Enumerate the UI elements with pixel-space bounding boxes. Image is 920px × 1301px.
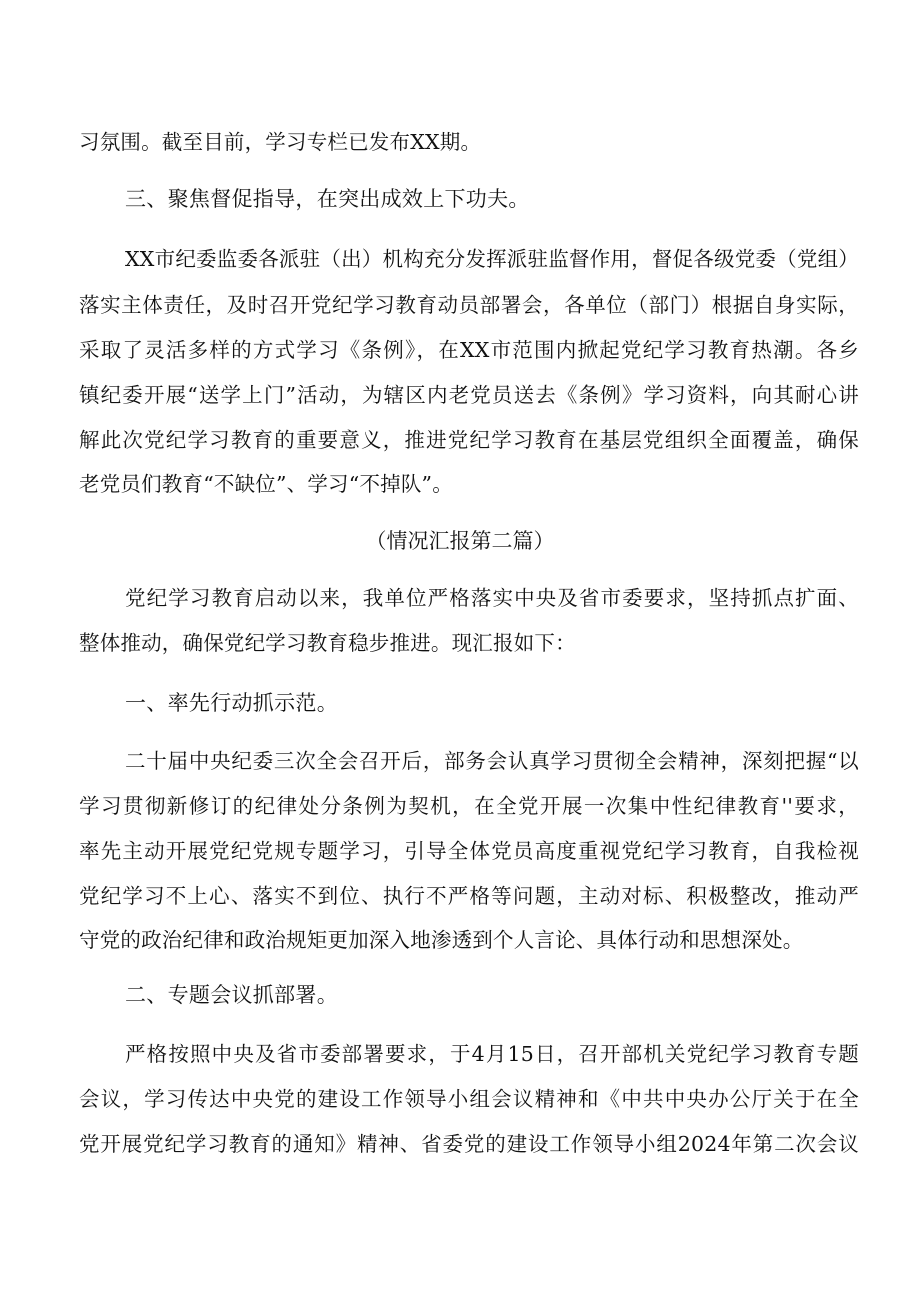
paragraph-line: 二十届中央纪委三次全会召开后，部务会认真学习贯彻全会精神，深刻把握“以 [125, 749, 859, 773]
paragraph-line: XX市纪委监委各派驻（出）机构充分发挥派驻监督作用，督促各级党委（党组） [125, 247, 859, 271]
paragraph-line: 老党员们教育“不缺位”、学习“不掉队”。 [79, 472, 453, 496]
paragraph-line: 落实主体责任，及时召开党纪学习教育动员部署会，各单位（部门）根据自身实际， [79, 293, 859, 317]
paragraph-line: 党纪学习教育启动以来，我单位严格落实中央及省市委要求，坚持抓点扩面、 [125, 586, 859, 610]
intro-line: 习氛围。截至目前，学习专栏已发布XX期。 [79, 130, 482, 154]
part1-heading: 一、率先行动抓示范。 [125, 691, 338, 715]
paragraph-line: 严格按照中央及省市委部署要求，于4月15日，召开部机关党纪学习教育专题 [125, 1042, 859, 1066]
section3-heading: 三、聚焦督促指导，在突出成效上下功夫。 [125, 187, 530, 211]
paragraph-line: 采取了灵活多样的方式学习《条例》，在XX市范围内掀起党纪学习教育热潮。各乡 [79, 338, 859, 362]
paragraph-line: 整体推动，确保党纪学习教育稳步推进。现汇报如下： [79, 631, 576, 655]
paragraph-line: 镇纪委开展“送学上门”活动，为辖区内老党员送去《条例》学习资料，向其耐心讲 [79, 383, 859, 407]
paragraph-line: 会议，学习传达中央党的建设工作领导小组会议精神和《中共中央办公厅关于在全 [79, 1087, 859, 1111]
paragraph-line: 党纪学习不上心、落实不到位、执行不严格等问题，主动对标、积极整改，推动严 [79, 884, 859, 908]
paragraph-line: 学习贯彻新修订的纪律处分条例为契机，在全党开展一次集中性纪律教育''要求， [79, 794, 859, 818]
paragraph-line: 解此次党纪学习教育的重要意义，推进党纪学习教育在基层党组织全面覆盖，确保 [79, 428, 859, 452]
paragraph-line: 党开展党纪学习教育的通知》精神、省委党的建设工作领导小组2024年第二次会议 [79, 1132, 859, 1156]
article-title: （情况汇报第二篇） [365, 529, 555, 553]
paragraph-line: 守党的政治纪律和政治规矩更加深入地渗透到个人言论、具体行动和思想深处。 [79, 928, 804, 952]
paragraph-line: 率先主动开展党纪党规专题学习，引导全体党员高度重视党纪学习教育，自我检视 [79, 839, 859, 863]
part2-heading: 二、专题会议抓部署。 [125, 983, 338, 1007]
